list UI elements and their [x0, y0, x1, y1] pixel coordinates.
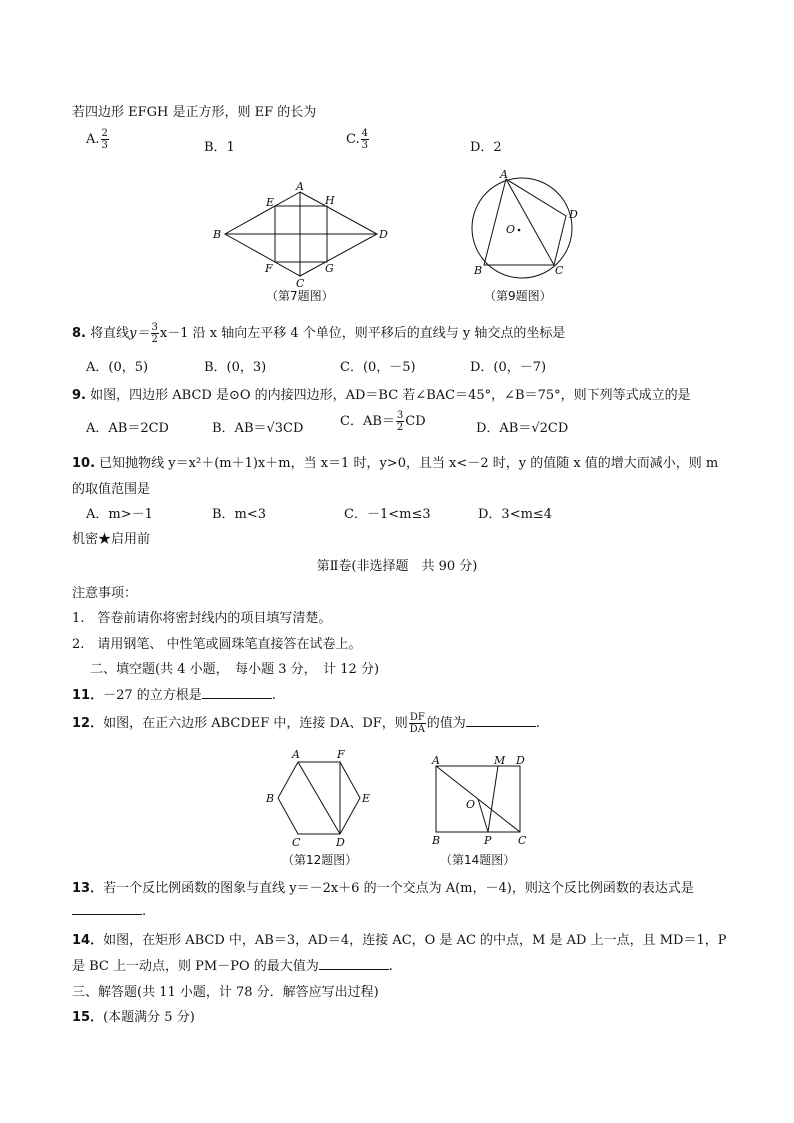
fig7-label-g: G	[325, 262, 334, 275]
q8-option-b: B．(0，3)	[204, 360, 267, 375]
q11-answer-blank[interactable]	[202, 686, 272, 699]
q12-stem: 12．如图，在正六边形 ABCDEF 中，连接 DA、DF，则 $\frac{DF}{DA}$ 的值为 .	[72, 712, 540, 735]
fig7-label-d: D	[379, 228, 388, 241]
figure-9-circle	[462, 168, 592, 283]
q9-option-b: B．AB＝√3CD	[212, 421, 304, 436]
fig12-label-e: E	[362, 792, 371, 805]
fig7-label-e: E	[266, 196, 275, 209]
fig12-label-a: A	[292, 748, 300, 761]
q7-option-c: C. $\frac{4}{3}$	[346, 128, 368, 151]
fig7-label-f: F	[265, 262, 273, 275]
q14-answer-blank[interactable]	[319, 957, 389, 970]
q10-stem-line2: 的取值范围是	[72, 482, 151, 497]
fig12-label-b: B	[266, 792, 275, 805]
fig14-label-o: O	[466, 798, 476, 811]
fig9-label-c: C	[555, 264, 564, 277]
q10-option-c: C．－1<m≤3	[344, 507, 431, 522]
fig9-label-d: D	[569, 208, 578, 221]
fig9-label-b: B	[474, 264, 483, 277]
section-3-heading: 三、解答题(共 11 小题，计 78 分．解答应写出过程)	[72, 985, 379, 1000]
fig12-label-f: F	[337, 748, 345, 761]
fig14-label-b: B	[432, 834, 441, 847]
fig7-label-a: A	[296, 180, 304, 193]
fig14-label-a: A	[432, 754, 440, 767]
fig7-label-c: C	[296, 277, 305, 290]
q8-stem: 8. 将直线y＝ $\frac{3}{2}$ x－1 沿 x 轴向左平移 4 个单位，则平移后的直线与 y 轴交点的坐标是	[72, 322, 566, 345]
fig12-label-c: C	[292, 836, 301, 849]
q8-option-c: C．(0，－5)	[340, 360, 416, 375]
q8-option-d: D．(0，－7)	[470, 360, 547, 375]
q9-stem: 9. 如图，四边形 ABCD 是⊙O 的内接四边形，AD＝BC 若∠BAC＝45°，∠B＝75°，则下列等式成立的是	[72, 388, 691, 403]
q7-option-a: A. $\frac{2}{3}$	[86, 128, 108, 151]
q13-stem: 13．若一个反比例函数的图象与直线 y＝－2x＋6 的一个交点为 A(m，－4)，则这个反比例函数的表达式是	[72, 881, 694, 896]
fig7-label-h: H	[325, 194, 335, 207]
notes-item-2: 2. 请用钢笔、 中性笔或圆珠笔直接答在试卷上。	[72, 637, 362, 652]
notes-title: 注意事项：	[72, 586, 138, 601]
figure-9-caption: （第9题图）	[484, 289, 552, 303]
notes-item-1: 1. 答卷前请你将密封线内的项目填写清楚。	[72, 611, 332, 626]
q10-stem-line1: 10. 已知抛物线 y＝x²＋(m＋1)x＋m，当 x＝1 时，y>0，且当 x<－2 时，y 的值随 x 值的增大而减小，则 m	[72, 456, 719, 471]
figure-14-rectangle	[422, 752, 540, 850]
q12-answer-blank[interactable]	[466, 714, 536, 727]
figure-7-caption: （第7题图）	[266, 289, 334, 303]
q7-stem: 若四边形 EFGH 是正方形，则 EF 的长为	[72, 105, 317, 120]
figure-14-caption: （第14题图）	[440, 853, 516, 867]
fig14-label-m: M	[494, 754, 506, 767]
fig14-label-c: C	[518, 834, 527, 847]
fig12-label-d: D	[336, 836, 345, 849]
figure-12-hexagon	[262, 748, 382, 852]
q13-answer-line: .	[72, 902, 146, 919]
q11-stem: 11．－27 的立方根是 .	[72, 688, 276, 703]
q9-option-d: D．AB＝√2CD	[476, 421, 569, 436]
q13-answer-blank[interactable]	[72, 902, 142, 915]
fig9-label-o: O	[506, 223, 516, 236]
q7-option-b: B．1	[204, 140, 235, 155]
q10-option-d: D．3<m≤4	[478, 507, 553, 522]
q7-option-d: D．2	[470, 140, 502, 155]
q14-stem-line1: 14．如图，在矩形 ABCD 中，AB＝3，AD＝4，连接 AC，O 是 AC 的中点，M 是 AD 上一点，且 MD＝1，P	[72, 933, 727, 948]
q10-option-a: A．m>－1	[86, 507, 153, 522]
fig14-label-d: D	[516, 754, 525, 767]
q15-stem: 15．(本题满分 5 分)	[72, 1010, 195, 1025]
figure-12-caption: （第12题图）	[282, 853, 358, 867]
q14-stem-line2: 是 BC 上一动点，则 PM－PO 的最大值为 .	[72, 959, 393, 974]
fig9-label-a: A	[500, 168, 508, 181]
part2-title: 第Ⅱ卷(非选择题 共 90 分)	[316, 559, 478, 574]
confidential-label: 机密★启用前	[72, 532, 151, 547]
q10-option-b: B．m<3	[212, 507, 267, 522]
q8-option-a: A．(0，5)	[86, 360, 149, 375]
q9-option-c: C．AB＝ $\frac{3}{2}$ CD	[340, 410, 426, 433]
fig7-label-b: B	[213, 228, 222, 241]
figure-7-rhombus	[205, 180, 405, 290]
q9-option-a: A．AB＝2CD	[86, 421, 169, 436]
fig14-label-p: P	[484, 834, 492, 847]
section-2-heading: 二、填空题(共 4 小题， 每小题 3 分， 计 12 分)	[90, 662, 380, 677]
